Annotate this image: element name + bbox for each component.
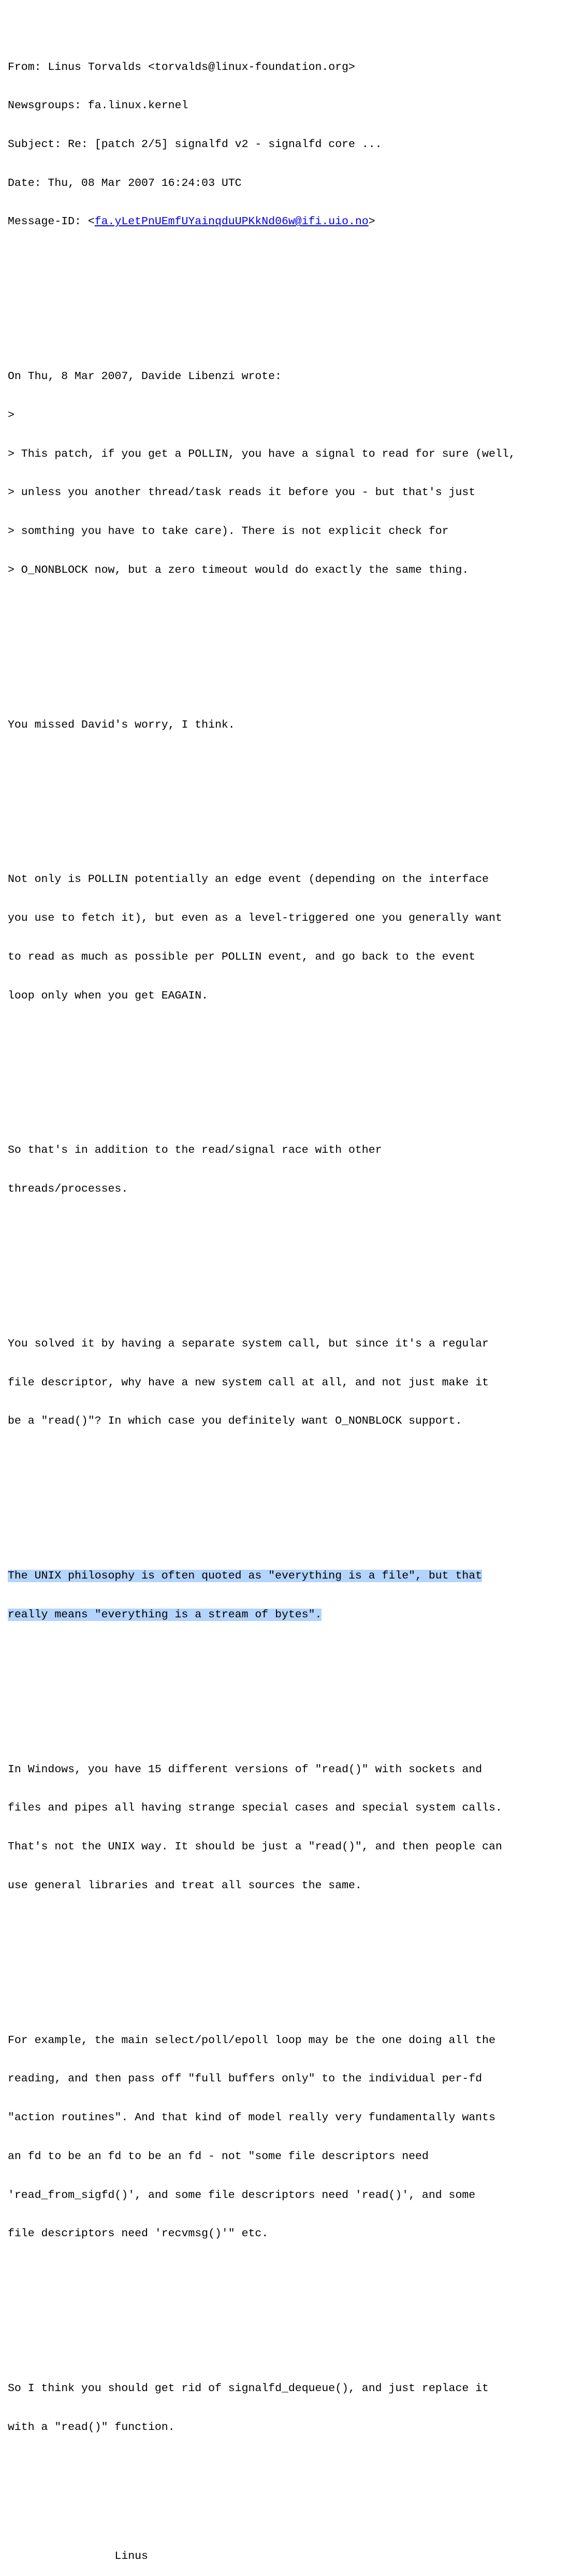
body-line: an fd to be an fd to be an fd - not "some file descriptors need — [8, 2150, 429, 2163]
newsgroups-value: fa.linux.kernel — [87, 99, 188, 112]
highlighted-paragraph — [8, 1544, 569, 1647]
quote-line: > O_NONBLOCK now, but a zero timeout would do exactly the same thing. — [8, 563, 469, 576]
paragraph-4 — [8, 1312, 569, 1454]
paragraph-3 — [8, 1119, 569, 1222]
body-line: loop only when you get EAGAIN. — [8, 989, 209, 1002]
paragraph-7 — [8, 2008, 569, 2266]
body-line: Not only is POLLIN potentially an edge event (depending on the interface — [8, 873, 489, 886]
subject-value: Re: [patch 2/5] signalfd v2 - signalfd core ... — [68, 138, 382, 151]
from-value: Linus Torvalds <torvalds@linux-foundation.org> — [48, 61, 355, 74]
blank-line — [8, 1261, 569, 1273]
body-line: file descriptor, why have a new system call at all, and not just make it — [8, 1376, 489, 1389]
blank-line — [8, 2498, 569, 2511]
paragraph-2 — [8, 848, 569, 1029]
body-line: You missed David's worry, I think. — [8, 718, 235, 731]
quote-line: > somthing you have to take care). There is not explicit check for — [8, 525, 449, 538]
body-line: with a "read()" function. — [8, 2421, 175, 2434]
header-subject: Subject: Re: [patch 2/5] signalfd v2 - signalfd core ... — [8, 138, 382, 151]
paragraph-8 — [8, 2356, 569, 2459]
blank-line — [8, 2305, 569, 2318]
email-header — [8, 35, 569, 254]
quote-line: > unless you another thread/task reads it before you - but that's just — [8, 486, 476, 499]
body-line: be a "read()"? In which case you definitely want O_NONBLOCK support. — [8, 1415, 462, 1428]
paragraph-6 — [8, 1738, 569, 1918]
blank-line — [8, 1067, 569, 1080]
body-line: In Windows, you have 15 different versions of "read()" with sockets and — [8, 1763, 483, 1776]
body-line: That's not the UNIX way. It should be just a "read()", and then people can — [8, 1841, 502, 1854]
body-line: files and pipes all having strange special cases and special system calls. — [8, 1802, 502, 1815]
text-selection[interactable]: really means "everything is a stream of bytes". — [8, 1608, 322, 1621]
body-line: reading, and then pass off "full buffers only" to the individual per-fd — [8, 2073, 483, 2086]
blank-line — [8, 1686, 569, 1699]
date-value: Thu, 08 Mar 2007 16:24:03 UTC — [48, 177, 242, 190]
body-line: For example, the main select/poll/epoll loop may be the one doing all the — [8, 2034, 495, 2047]
message-id-link[interactable]: fa.yLetPnUEmfUYainqduUPKkNd06w@ifi.uio.no — [94, 215, 369, 228]
header-message-id: Message-ID: <fa.yLetPnUEmfUYainqduUPKkNd06w@ifi.uio.no> — [8, 215, 375, 228]
quote-line: > This patch, if you get a POLLIN, you have a signal to read for sure (well, — [8, 447, 516, 460]
blank-line — [8, 293, 569, 306]
header-from: From: Linus Torvalds <torvalds@linux-foundation.org> — [8, 61, 355, 74]
blank-line — [8, 1957, 569, 1970]
body-line: You solved it by having a separate system call, but since it's a regular — [8, 1337, 489, 1350]
body-line: use general libraries and treat all sources the same. — [8, 1879, 362, 1892]
body-line: file descriptors need 'recvmsg()'" etc. — [8, 2227, 269, 2240]
blank-line — [8, 796, 569, 809]
text-selection[interactable]: The UNIX philosophy is often quoted as "everything is a file", but that — [8, 1570, 483, 1583]
quoted-block — [8, 344, 569, 602]
body-line: So I think you should get rid of signalfd_dequeue(), and just replace it — [8, 2382, 489, 2395]
header-date: Date: Thu, 08 Mar 2007 16:24:03 UTC — [8, 177, 242, 190]
body-line: you use to fetch it), but even as a level-triggered one you generally want — [8, 912, 502, 925]
body-line: to read as much as possible per POLLIN event, and go back to the event — [8, 950, 476, 963]
body-line: 'read_from_sigfd()', and some file descriptors need 'read()', and some — [8, 2189, 476, 2202]
blank-line — [8, 1493, 569, 1506]
body-line: "action routines". And that kind of model really very fundamentally wants — [8, 2111, 495, 2124]
signature: Linus — [8, 2550, 148, 2563]
paragraph-1 — [8, 693, 569, 758]
blank-line — [8, 641, 569, 654]
body-line: threads/processes. — [8, 1183, 128, 1196]
quote-line: > — [8, 409, 14, 422]
body-line: So that's in addition to the read/signal race with other — [8, 1144, 382, 1157]
email-message — [8, 9, 569, 2576]
quote-attribution: On Thu, 8 Mar 2007, Davide Libenzi wrote: — [8, 370, 282, 383]
header-newsgroups: Newsgroups: fa.linux.kernel — [8, 99, 188, 112]
